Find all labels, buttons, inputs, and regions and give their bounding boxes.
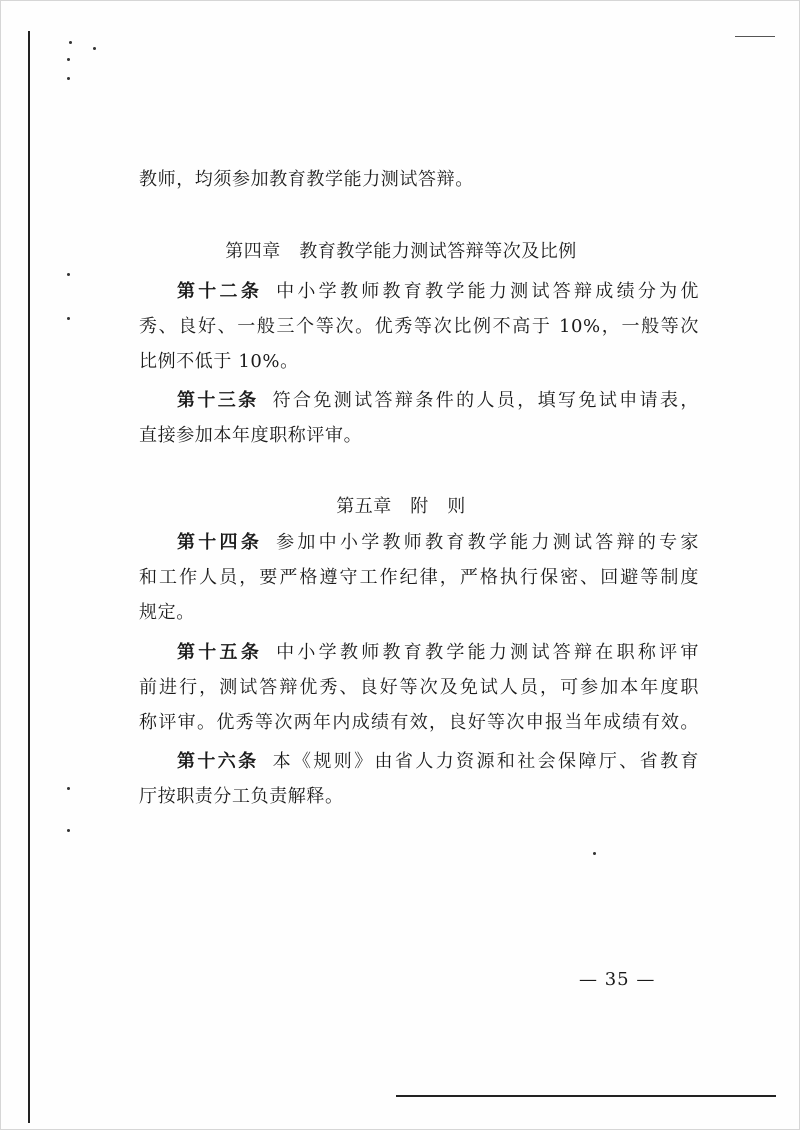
page-number: — 35 —: [579, 969, 656, 990]
article-label: 第十六条: [177, 751, 259, 772]
scan-speck: [67, 787, 70, 790]
chapter-heading: 第四章 教育教学能力测试答辩等次及比例: [225, 241, 577, 262]
article-label: 第十二条: [177, 281, 263, 302]
chapter-heading: 第五章 附 则: [336, 496, 466, 517]
article-line: 前进行，测试答辩优秀、良好等次及免试人员，可参加本年度职: [139, 677, 699, 698]
article-line: 秀、良好、一般三个等次。优秀等次比例不高于 10%，一般等次: [139, 316, 699, 337]
scan-speck: [93, 47, 96, 50]
article-text: 参加中小学教师教育教学能力测试答辩的专家: [276, 532, 700, 553]
scan-speck: [69, 41, 72, 44]
scan-speck: [67, 829, 70, 832]
article-text: 符合免测试答辩条件的人员，填写免试申请表，: [272, 390, 699, 411]
article-label: 第十五条: [177, 642, 263, 663]
scan-speck: [67, 58, 70, 61]
bottom-rule: [396, 1095, 776, 1097]
article-line: [177, 280, 699, 304]
article-line: 称评审。优秀等次两年内成绩有效，良好等次申报当年成绩有效。: [139, 712, 699, 733]
continuation-line: 教师，均须参加教育教学能力测试答辩。: [139, 169, 474, 190]
article-line: [177, 641, 699, 665]
article-line: 规定。: [139, 602, 195, 623]
scan-speck: [67, 77, 70, 80]
scan-mark: [735, 36, 775, 37]
article-text: 本《规则》由省人力资源和社会保障厅、省教育: [272, 751, 699, 772]
binding-margin-line: [28, 31, 30, 1123]
article-line: 比例不低于 10%。: [139, 351, 299, 372]
article-text: 中小学教师教育教学能力测试答辩在职称评审: [276, 642, 700, 663]
scan-speck: [593, 852, 596, 855]
article-text: 中小学教师教育教学能力测试答辩成绩分为优: [276, 281, 700, 302]
article-line: 和工作人员，要严格遵守工作纪律，严格执行保密、回避等制度: [139, 567, 699, 588]
article-line: [177, 750, 699, 774]
article-line: [177, 531, 699, 555]
article-label: 第十四条: [177, 532, 263, 553]
scan-speck: [67, 317, 70, 320]
article-line: 直接参加本年度职称评审。: [139, 425, 363, 446]
article-line: 厅按职责分工负责解释。: [139, 786, 344, 807]
scan-speck: [67, 273, 70, 276]
article-label: 第十三条: [177, 390, 259, 411]
article-line: [177, 389, 699, 413]
